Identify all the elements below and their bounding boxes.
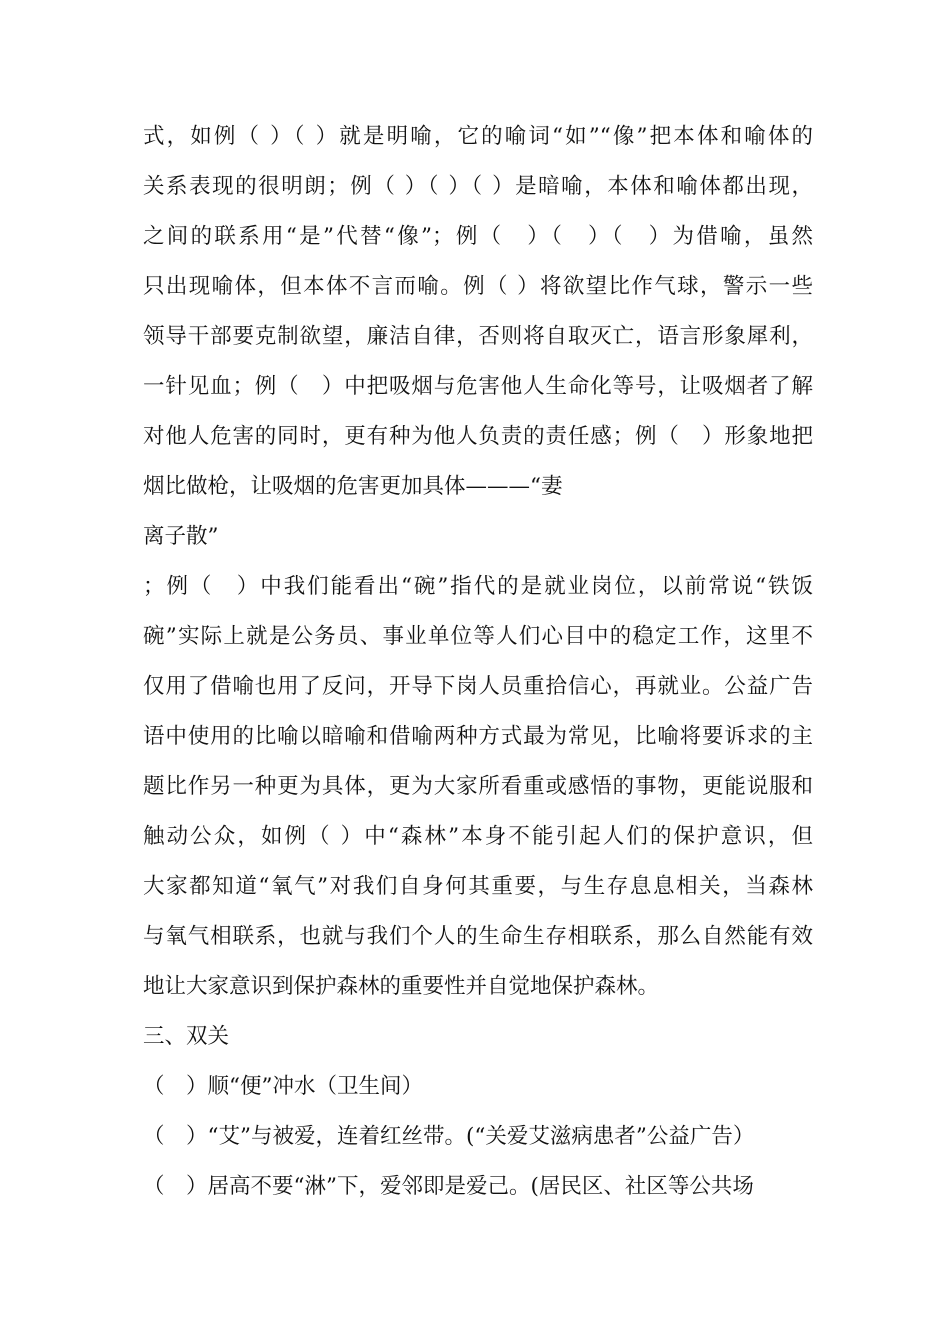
text-line: 地让大家意识到保护森林的重要性并自觉地保护森林。 — [143, 974, 660, 999]
text-line: 领导干部要克制欲望，廉洁自律，否则将自取灭亡，语言形象犀利， — [143, 324, 813, 349]
text-line: 离子散” — [143, 524, 219, 549]
section-heading: 三、双关 — [143, 1024, 230, 1049]
text-line: 题比作另一种更为具体，更为大家所看重或感悟的事物，更能说服和 — [143, 774, 813, 799]
text-line: 与氧气相联系，也就与我们个人的生命生存相联系，那么自然能有效 — [143, 924, 813, 949]
text-line: 碗”实际上就是公务员、事业单位等人们心目中的稳定工作，这里不 — [143, 624, 813, 649]
text-line: ；例（ ）中我们能看出“碗”指代的是就业岗位，以前常说“铁饭 — [143, 574, 813, 599]
text-line: 大家都知道“氧气”对我们自身何其重要，与生存息息相关，当森林 — [143, 874, 813, 899]
text-line: 对他人危害的同时，更有种为他人负责的责任感；例（ ）形象地把 — [143, 424, 813, 449]
example-item: （ ）顺“便”冲水（卫生间） — [143, 1074, 423, 1099]
text-line: 式，如例（ ）（ ）就是明喻，它的喻词“如”“像”把本体和喻体的 — [143, 124, 813, 149]
text-line: 只出现喻体，但本体不言而喻。例（ ）将欲望比作气球，警示一些 — [143, 274, 813, 299]
text-line: 仅用了借喻也用了反问，开导下岗人员重拾信心，再就业。公益广告 — [143, 674, 813, 699]
text-line: 触动公众，如例（ ）中“森林”本身不能引起人们的保护意识，但 — [143, 824, 813, 849]
text-line: 语中使用的比喻以暗喻和借喻两种方式最为常见，比喻将要诉求的主 — [143, 724, 813, 749]
text-line: 烟比做枪，让吸烟的危害更加具体———“妻 — [143, 474, 563, 499]
example-item: （ ）居高不要“淋”下，爱邻即是爱己。(居民区、社区等公共场 — [143, 1174, 754, 1199]
text-line: 关系表现的很明朗；例（ ）（ ）（ ）是暗喻，本体和喻体都出现， — [143, 174, 813, 199]
example-item: （ ）“艾”与被爱，连着红丝带。(“关爱艾滋病患者”公益广告） — [143, 1124, 755, 1149]
text-line: 之间的联系用“是”代替“像”；例（ ）（ ）（ ）为借喻，虽然 — [143, 224, 813, 249]
text-line: 一针见血；例（ ）中把吸烟与危害他人生命化等号，让吸烟者了解 — [143, 374, 813, 399]
